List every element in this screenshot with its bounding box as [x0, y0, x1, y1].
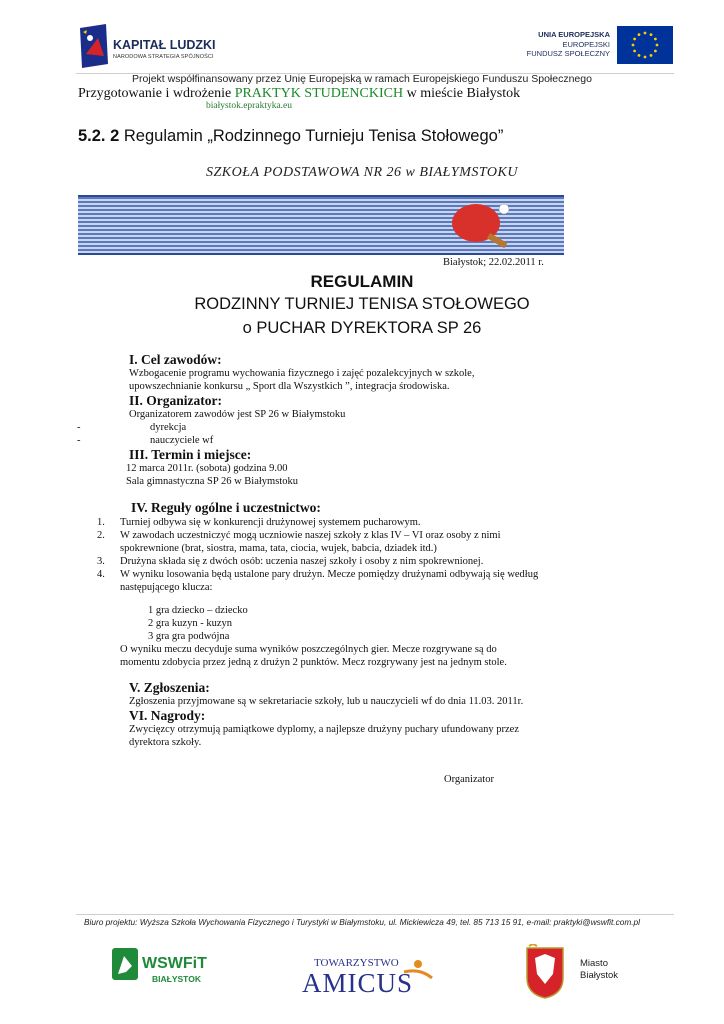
game-3: 3 gra gra podwójna [148, 631, 230, 642]
game-1: 1 gra dziecko – dziecko [148, 605, 248, 616]
heading-cel: I. Cel zawodów: [129, 352, 222, 367]
cel-line-1: Wzbogacenie programu wychowania fizycznego i zajęć pozalekcyjnych w szkole, [129, 368, 475, 379]
kapital-ludzki-subtitle: NARODOWA STRATEGIA SPÓJNOŚCI [113, 54, 214, 60]
organizator-line-3: nauczyciele wf [150, 435, 214, 446]
termin-line-1: 12 marca 2011r. (sobota) godzina 9.00 [126, 463, 288, 474]
eu-text [510, 30, 610, 59]
wswfit-city: BIAŁYSTOK [152, 974, 201, 984]
prep-suffix: w mieście Białystok [406, 86, 521, 101]
rule-4-line-2: następującego klucza: [120, 582, 213, 593]
project-cofinance-line: Projekt współfinansowany przez Unię Europejską w ramach Europejskiego Funduszu Społecznego [132, 73, 592, 85]
miasto-line-2: Białystok [580, 970, 619, 981]
prep-green: PRAKTYK STUDENCKICH [234, 86, 404, 101]
rule-1: Turniej odbywa się w konkurencji drużynowej systemem pucharowym. [120, 517, 421, 528]
eu-star-icon [632, 44, 635, 47]
rule-2-line-2: spokrewnione (brat, siostra, mama, tata, ciocia, wujek, babcia, dziadek itd.) [120, 543, 437, 554]
signature: Organizator [444, 774, 494, 785]
eu-star-icon [650, 54, 653, 57]
eu-line-3: FUNDUSZ SPOŁECZNY [526, 49, 610, 58]
footer-divider [76, 914, 674, 915]
eu-star-icon [644, 32, 647, 35]
game-2: 2 gra kuzyn - kuzyn [148, 618, 232, 629]
rule-1-number: 1. [97, 517, 105, 528]
url-suffix: .epraktyka.eu [240, 101, 293, 111]
amicus-top: TOWARZYSTWO [314, 957, 399, 969]
termin-line-2: Sala gimnastyczna SP 26 w Białymstoku [126, 476, 298, 487]
eu-star-icon [638, 54, 641, 57]
result-line-2: momentu zdobycia przez jedną z drużyn 2 punktów. Mecz rozgrywany jest na jednym stole. [120, 657, 507, 668]
rule-3-number: 3. [97, 556, 105, 567]
doc-subtitle-1: RODZINNY TURNIEJ TENISA STOŁOWEGO [194, 295, 530, 313]
kapital-ludzki-title: KAPITAŁ LUDZKI [113, 38, 216, 52]
nagrody-line-1: Zwycięzcy otrzymują pamiątkowe dyplomy, a najlepsze drużyny puchary ufundowany przez [129, 724, 520, 735]
heading-zgloszenia: V. Zgłoszenia: [129, 680, 210, 695]
section-title: Regulamin „Rodzinnego Turnieju Tenisa Stołowego” [123, 127, 504, 145]
doc-subtitle-2: o PUCHAR DYREKTORA SP 26 [242, 319, 482, 337]
dash-2: - [77, 435, 81, 446]
school-name: SZKOŁA PODSTAWOWA NR 26 w BIAŁYMSTOKU [206, 165, 518, 180]
eu-flag-icon [617, 26, 673, 64]
heading-organizator: II. Organizator: [129, 393, 222, 408]
eu-star-icon [654, 38, 657, 41]
table-tennis-banner [78, 193, 564, 255]
eu-star-icon [638, 33, 641, 36]
result-line-1: O wyniku meczu decyduje suma wyników poszczególnych gier. Mecze rozgrywane są do [120, 644, 497, 655]
rule-2-number: 2. [97, 530, 105, 541]
eu-star-icon [650, 33, 653, 36]
section-number: 5.2. 2 [78, 127, 120, 145]
doc-title: REGULAMIN [310, 272, 414, 291]
eu-star-icon [644, 56, 647, 59]
miasto-label [580, 958, 618, 982]
dash-1: - [77, 422, 81, 433]
eu-star-icon [656, 44, 659, 47]
rule-4-line-1: W wyniku losowania będą ustalone pary drużyn. Mecze pomiędzy drużynami odbywają się według [120, 569, 539, 580]
wswfit-logo [112, 946, 212, 988]
section-heading [78, 127, 503, 146]
eu-star-icon [633, 50, 636, 53]
rule-2-line-1: W zawodach uczestniczyć mogą uczniowie naszej szkoły z klas IV – VI oraz osoby z nimi [120, 530, 501, 541]
url-prefix: białystok [206, 101, 241, 111]
heading-nagrody: VI. Nagrody: [129, 708, 206, 723]
organizator-line-1: Organizatorem zawodów jest SP 26 w Białymstoku [129, 409, 346, 420]
rule-3: Drużyna składa się z dwóch osób: uczenia naszej szkoły i osoby z nim spokrewnionej. [120, 556, 484, 567]
miasto-line-1: Miasto [580, 958, 608, 969]
eu-line-1: UNIA EUROPEJSKA [538, 30, 610, 39]
amicus-main: AMICUS [302, 968, 414, 998]
footer-contact: Biuro projektu: Wyższa Szkoła Wychowania Fizycznego i Turystyki w Białymstoku, ul. Mickiewicza 49, tel. 85 713 15 91, e-mail: praktyki@wswfit.com.pl [83, 917, 641, 927]
heading-reguly: IV. Reguły ogólne i uczestnictwo: [131, 500, 321, 515]
nagrody-line-2: dyrektora szkoły. [129, 737, 202, 748]
heading-termin: III. Termin i miejsce: [129, 447, 252, 462]
cel-line-2: upowszechnianie konkursu „ Sport dla Wszystkich ”, integracja środowiska. [129, 381, 450, 392]
organizator-line-2: dyrekcja [150, 422, 187, 433]
eu-line-2: EUROPEJSKI [562, 39, 610, 49]
prep-prefix: Przygotowanie i wdrożenie [78, 86, 232, 101]
bialystok-crest-icon [525, 944, 565, 1000]
zgloszenia-line: Zgłoszenia przyjmowane są w sekretariacie szkoły, lub u nauczycieli wf do dnia 11.03. 2011r. [129, 696, 524, 707]
eu-star-icon [654, 50, 657, 53]
amicus-logo [300, 950, 435, 998]
document-date: Białystok; 22.02.2011 r. [443, 257, 544, 268]
rule-4-number: 4. [97, 569, 105, 580]
wswfit-name: WSWFiT [142, 955, 207, 972]
prep-line [78, 86, 520, 102]
eu-star-icon [633, 38, 636, 41]
project-url [206, 101, 292, 111]
